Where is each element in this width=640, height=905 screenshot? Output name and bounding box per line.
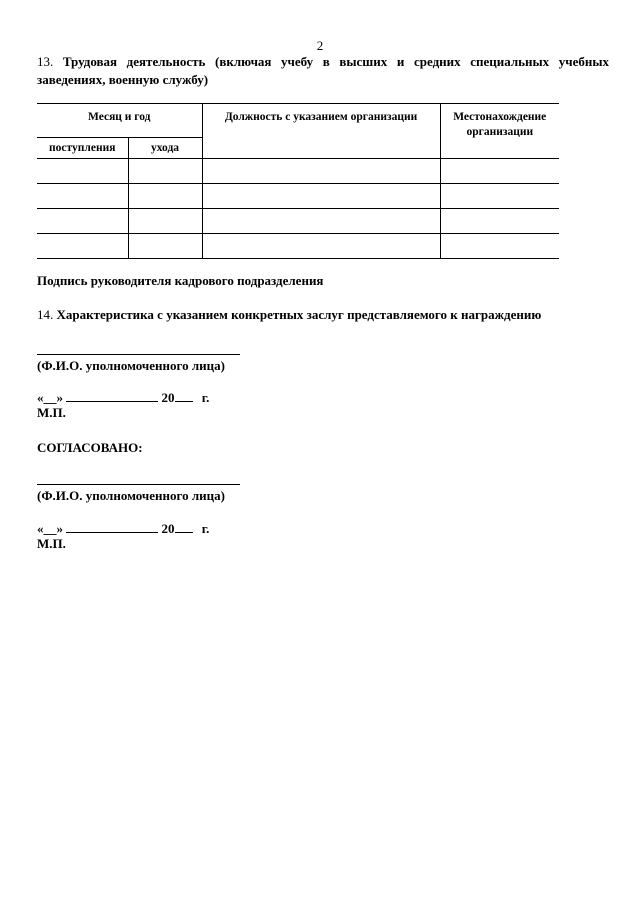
agreed-label: СОГЛАСОВАНО:	[37, 440, 143, 455]
table-cell[interactable]	[440, 209, 559, 234]
table-cell[interactable]	[202, 209, 440, 234]
table-cell[interactable]	[440, 159, 559, 184]
header-position: Должность с указанием организации	[202, 104, 440, 159]
table-cell[interactable]	[440, 184, 559, 209]
date-year-suffix: г.	[201, 521, 210, 536]
date-row	[37, 390, 209, 406]
table-cell[interactable]	[128, 184, 202, 209]
date-day[interactable]: «__»	[37, 390, 63, 405]
date-year-prefix: 20	[161, 390, 175, 405]
date-day[interactable]: «__»	[37, 521, 63, 536]
header-location: Местонахождение организации	[440, 104, 559, 159]
table-cell[interactable]	[37, 159, 128, 184]
section-14-title: Характеристика с указанием конкретных заслуг представляемого к награждению	[56, 307, 542, 322]
date-month-blank[interactable]	[66, 522, 158, 533]
table-row	[37, 234, 559, 259]
signature-line[interactable]	[37, 354, 240, 355]
date-year-blank[interactable]	[175, 522, 193, 533]
page-number: 2	[316, 38, 324, 53]
date-year-suffix: г.	[201, 390, 210, 405]
hr-signature-label: Подпись руководителя кадрового подразделения	[37, 273, 324, 288]
table-cell[interactable]	[128, 209, 202, 234]
section-13-heading	[37, 53, 609, 89]
table-cell[interactable]	[37, 209, 128, 234]
authorized-person-label: (Ф.И.О. уполномоченного лица)	[37, 488, 225, 503]
date-year-prefix: 20	[161, 521, 175, 536]
table-cell[interactable]	[37, 184, 128, 209]
section-13-number: 13.	[37, 54, 54, 69]
table-cell[interactable]	[440, 234, 559, 259]
stamp-place-label: М.П.	[37, 405, 66, 420]
header-entry: поступления	[37, 138, 128, 159]
table-row	[37, 184, 559, 209]
signature-line[interactable]	[37, 484, 240, 485]
section-14-number: 14.	[37, 307, 54, 322]
table-cell[interactable]	[128, 159, 202, 184]
date-month-blank[interactable]	[66, 391, 158, 402]
table-cell[interactable]	[202, 234, 440, 259]
section-13-title: Трудовая деятельность (включая учебу в высших и средних специальных учебных заведениях, военную службу)	[37, 54, 609, 87]
header-exit: ухода	[128, 138, 202, 159]
table-row	[37, 159, 559, 184]
table-cell[interactable]	[202, 159, 440, 184]
table-cell[interactable]	[202, 184, 440, 209]
table-cell[interactable]	[128, 234, 202, 259]
header-month-year: Месяц и год	[37, 104, 202, 138]
date-year-blank[interactable]	[175, 391, 193, 402]
employment-table	[37, 103, 559, 259]
authorized-person-label: (Ф.И.О. уполномоченного лица)	[37, 358, 225, 373]
stamp-place-label: М.П.	[37, 536, 66, 551]
date-row	[37, 521, 209, 537]
table-cell[interactable]	[37, 234, 128, 259]
section-14-heading	[37, 307, 541, 323]
table-row	[37, 209, 559, 234]
